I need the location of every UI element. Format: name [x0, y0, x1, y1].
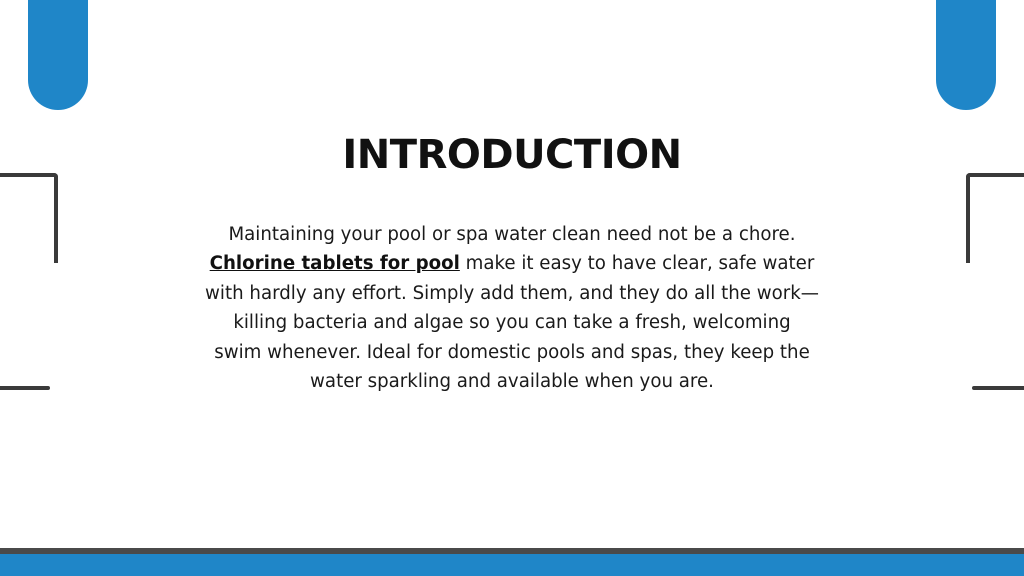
- decorative-tab-left: [28, 0, 88, 110]
- paragraph-line-4: killing bacteria and algae so you can take a fresh, welcoming: [233, 312, 791, 334]
- paragraph-line-1: Maintaining your pool or spa water clean need not be a chore.: [228, 224, 796, 245]
- frame-bracket-left-top: [0, 173, 58, 263]
- intro-paragraph: [172, 220, 852, 396]
- frame-bracket-right-top: [966, 173, 1024, 263]
- paragraph-line-5: swim whenever. Ideal for domestic pools and spas, they keep the: [214, 341, 810, 363]
- chlorine-tablets-link[interactable]: Chlorine tablets for pool: [209, 253, 460, 275]
- frame-bracket-left-bottom: [0, 386, 50, 390]
- paragraph-line-2-rest: make it easy to have clear, safe water: [459, 253, 815, 275]
- paragraph-line-3: with hardly any effort. Simply add them, and they do all the work—: [205, 282, 819, 304]
- footer-blue-band: [0, 554, 1024, 576]
- slide-title: INTRODUCTION: [342, 132, 682, 178]
- paragraph-line-6: water sparkling and available when you are.: [310, 371, 714, 393]
- decorative-tab-right: [936, 0, 996, 110]
- frame-bracket-right-bottom: [972, 386, 1024, 390]
